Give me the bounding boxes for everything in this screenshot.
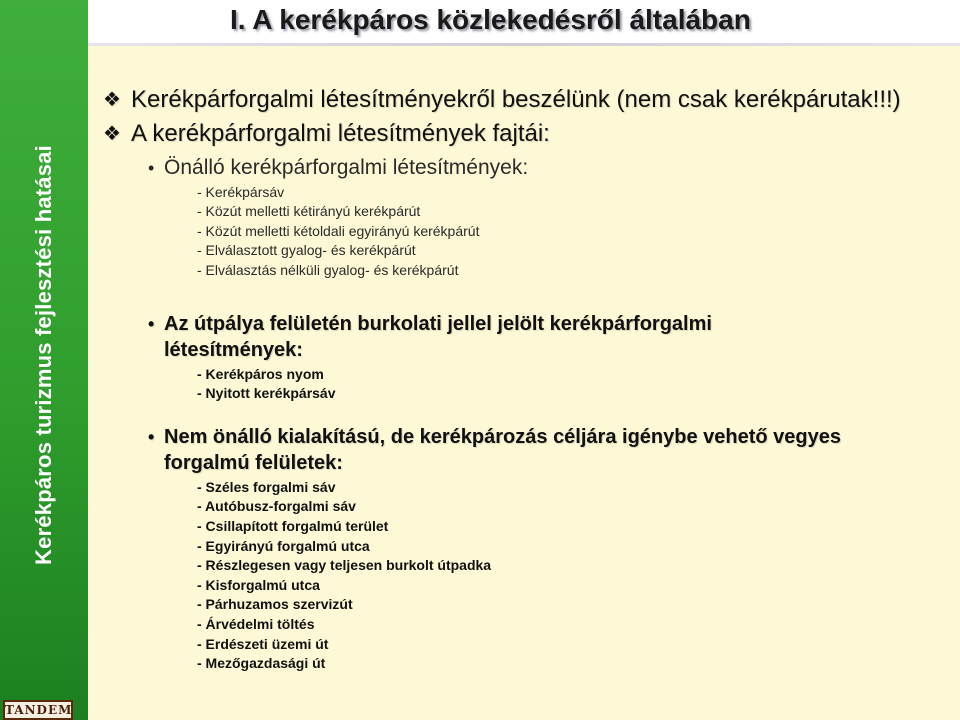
diamond-item bbox=[100, 86, 950, 114]
list-item: - Autóbusz-forgalmi sáv bbox=[197, 498, 356, 515]
page-title: I. A kerékpáros közlekedésről általában bbox=[230, 4, 751, 35]
slide-content bbox=[100, 86, 950, 674]
header-bar bbox=[88, 0, 960, 46]
sidebar-title: Kerékpáros turizmus fejlesztési hatásai bbox=[31, 145, 56, 565]
bullet-icon: • bbox=[148, 314, 155, 335]
list-item: - Közút melletti kétirányú kerékpárút bbox=[197, 203, 421, 220]
list-item: - Csillapított forgalmú terület bbox=[197, 518, 389, 535]
diamond-list bbox=[100, 86, 950, 148]
section-heading bbox=[100, 311, 950, 363]
bullet-icon: • bbox=[148, 426, 155, 447]
sidebar bbox=[0, 0, 88, 720]
section-heading-text: Nem önálló kialakítású, de kerékpározás céljára igénybe vehető vegyes forgalmú felületek: bbox=[164, 425, 841, 474]
section-heading-text: Önálló kerékpárforgalmi létesítmények: bbox=[164, 156, 529, 179]
list-item: - Mezőgazdasági út bbox=[197, 655, 326, 672]
list-item: - Árvédelmi töltés bbox=[197, 616, 315, 632]
diamond-item bbox=[100, 120, 950, 148]
list-item: - Kisforgalmú utca bbox=[197, 576, 320, 593]
diamond-item-text: A kerékpárforgalmi létesítmények fajtái: bbox=[131, 120, 550, 147]
tandem-logo: TANDEM bbox=[3, 700, 73, 720]
list-item: - Egyirányú forgalmú utca bbox=[197, 537, 370, 554]
list-item: - Párhuzamos szervizút bbox=[197, 596, 353, 613]
section-list bbox=[100, 365, 950, 404]
section-list bbox=[100, 183, 950, 280]
list-item: - Kerékpáros nyom bbox=[197, 366, 324, 383]
list-item: - Kerékpársáv bbox=[197, 184, 285, 200]
bullet-icon: • bbox=[148, 158, 155, 178]
list-item: - Elválasztás nélküli gyalog- és kerékpárút bbox=[197, 261, 459, 278]
section-heading bbox=[100, 155, 950, 181]
list-item: - Széles forgalmi sáv bbox=[197, 478, 336, 495]
list-item: - Nyitott kerékpársáv bbox=[197, 385, 336, 402]
diamond-bullet-icon: ❖ bbox=[103, 89, 121, 111]
list-item: - Erdészeti üzemi út bbox=[197, 635, 329, 652]
diamond-bullet-icon: ❖ bbox=[103, 123, 121, 145]
section-list bbox=[100, 478, 950, 674]
list-item: - Részlegesen vagy teljesen burkolt útpadka bbox=[197, 557, 492, 574]
section-heading bbox=[100, 424, 950, 476]
diamond-item-text: Kerékpárforgalmi létesítményekről beszélünk (nem csak kerékpárutak!!!) bbox=[131, 86, 901, 113]
list-item: - Elválasztott gyalog- és kerékpárút bbox=[197, 242, 416, 259]
list-item: - Közút melletti kétoldali egyirányú kerékpárút bbox=[197, 222, 480, 239]
section-heading-text: Az útpálya felületén burkolati jellel jelölt kerékpárforgalmi létesítmények: bbox=[164, 313, 712, 362]
